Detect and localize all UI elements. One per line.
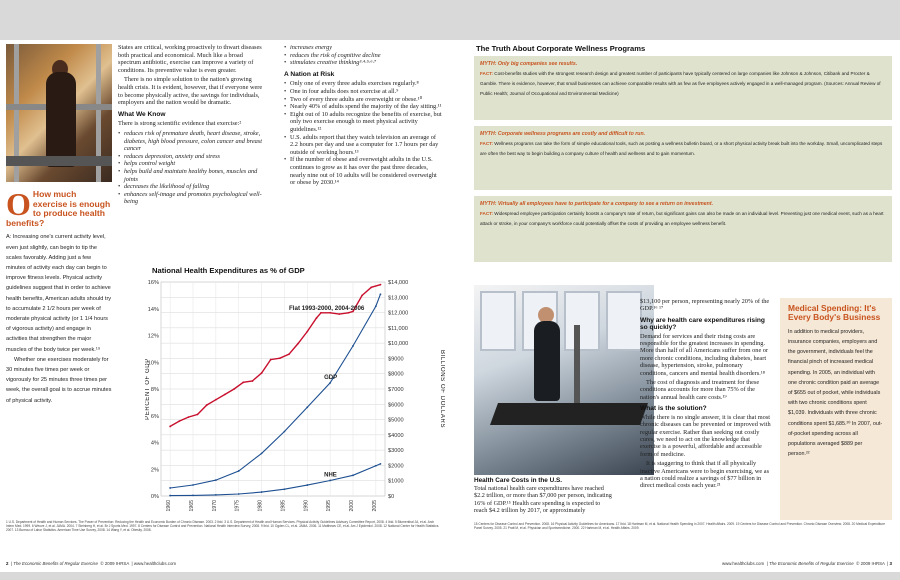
footnotes-right: 15 Centers for Disease Control and Prevention. 2008. 16 Physical Activity Guidelines for Americans. 17 Ibid. 18 Hartman M, et al. National Health Spending in 2007. Health Affairs. 2009. 19 Centers for Disease Control and Prevention. Chronic Disease Overview. 2008. 20 Medical Expenditure Panel Survey. 2005. 21 Pratt M, et al. Physician and Sportsmedicine. 2000. 22 Hartman M, et al. Health Affairs. 2009. (474, 522, 885, 531)
y-right-tick-label: $3000 (388, 448, 404, 455)
y-tick-label: 2% (150, 467, 159, 474)
y-right-tick-label: $6000 (388, 402, 404, 409)
data-point (306, 484, 308, 486)
medical-spending-body: In addition to medical providers, insurance companies, employers and the government, individuals feel the financial pinch of increased medical spending. In 2005, an individual with one chronic condition paid an average of $655 out of pocket, while individuals with two chronic conditions spent $1,039. Individuals with three chronic conditions spent $1,685.²⁰ In 2007, out-of-pocket spending across all populations averaged $889 per person.²² (788, 328, 883, 458)
series-label: NHE (324, 472, 337, 479)
y-tick-label: 10% (147, 360, 159, 367)
x-tick-label: 1995 (326, 500, 333, 512)
section-heading-what-we-know: What We Know (118, 110, 166, 118)
y-tick-label: 12% (147, 333, 159, 340)
data-point (288, 353, 290, 355)
paragraph: $13,100 per person, representing nearly 20% of the GDP.¹⁶ ¹⁷ (640, 298, 770, 313)
y-right-tick-label: $7000 (388, 387, 404, 393)
myth-box-2 (474, 126, 892, 190)
y-right-tick-label: $1000 (388, 478, 404, 485)
list-item: • One in four adults does not exercise at all.⁹ (284, 88, 442, 96)
data-point (178, 420, 180, 422)
chart-title: National Health Expenditures as % of GDP (152, 266, 305, 275)
left-column-1 (118, 44, 264, 206)
myth-statement: MYTH: Corporate wellness programs are costly and difficult to run. (480, 131, 646, 137)
data-point (279, 357, 281, 359)
x-tick-label: 1985 (280, 500, 287, 512)
data-point (224, 393, 226, 395)
data-point (380, 293, 382, 295)
medical-spending-heading: Medical Spending: It's Every Body's Business (788, 303, 881, 323)
y-right-tick-label: $14,000 (388, 280, 409, 286)
benefit-list (118, 130, 264, 206)
data-point (252, 380, 254, 382)
caption-title: Health Care Costs in the U.S. (474, 477, 563, 484)
caption-body: Total national health care expenditures have reached $2.2 trillion, or more than $7,000 per person, indicating 16% of GDP.¹⁵ Health care spending is expected to reach $4.2 trillion by 2017, or approximately (474, 485, 612, 515)
page-footer-right: www.healthclubs.com | The Economic Benefits of Regular Exercise © 2009 IHRSA | 3 (721, 561, 892, 566)
data-point (188, 416, 190, 418)
page-number: 2 (6, 561, 9, 566)
data-point (270, 359, 272, 361)
list-item: • helps build and maintain healthy bones, muscles and joints (118, 168, 264, 183)
section-heading-solution: What is the solution? (640, 405, 707, 413)
data-point (352, 474, 354, 476)
fact-statement: FACT: Wellness programs can take the form of simple educational tools, such as posting a wellness bulletin board, or a short physical activity break built into the workday. Small, uncomplicated steps are often the best way to begin building a company culture of health and wellness and to gain momentum. (480, 140, 883, 156)
y-tick-label: 16% (147, 280, 159, 286)
list-item: • stimulates creative thinking³·⁴·⁵·⁶·⁷ (284, 59, 442, 67)
data-point (215, 399, 217, 401)
data-point (329, 382, 331, 384)
data-point (261, 452, 263, 454)
list-item: • Nearly 40% of adults spend the majority of the day sitting.¹¹ (284, 103, 442, 111)
x-tick-label: 1975 (234, 500, 241, 512)
data-point (192, 484, 194, 486)
data-point (348, 312, 350, 314)
y-right-tick-label: $11,000 (388, 325, 408, 332)
paragraph: States are critical, working proactively to thwart diseases both practical and economical. Much like a broad spectrum antibiotic, exercise can improve a variety of conditions. Its preventive value is even greater. (118, 44, 262, 74)
right-column (640, 298, 772, 492)
data-point (370, 286, 372, 288)
faq-answer-2: Whether one exercises moderately for 30 minutes five times per week or vigorously for 25 minutes three times per week, the overall goal is to accrue minutes of physical activity. (6, 356, 112, 404)
data-point (206, 404, 208, 406)
paragraph: Demand for services and their rising costs are responsible for the greatest increases in spending. More than half of all Americans suffer from one or more chronic conditions, including diabetes, heart disease, hypertension, stroke, pulmonary conditions, cancers and mental health disorders.¹⁸ (640, 332, 769, 377)
footer-copyright: © 2009 IHRSA (100, 561, 130, 566)
data-point (169, 426, 171, 428)
data-point (261, 491, 263, 493)
right-page (450, 40, 900, 572)
treadmill-photo (474, 285, 654, 475)
y-tick-label: 14% (147, 306, 159, 313)
wellness-title: The Truth About Corporate Wellness Programs (476, 44, 646, 53)
gym-photo (6, 44, 112, 182)
medical-spending-box (780, 298, 892, 520)
data-point (242, 381, 244, 383)
left-page (0, 40, 450, 572)
data-point (329, 480, 331, 482)
list-item: • U.S. adults report that they watch television an average of 2.2 hours per day and use a computer for 1.7 hours per day outside of working hours.¹³ (284, 134, 442, 157)
fact-statement: FACT: Widespread employee participation certainly boosts a company's rate of return, but significant gains can also be made on an individual level. Preventing just one medical event, such as a heart attack or stroke, in your company's workforce could potentially offset the costs of providing an employee wellness benefit. (480, 210, 884, 226)
footer-copyright: © 2009 IHRSA (856, 561, 885, 566)
data-point (320, 312, 322, 314)
data-point (215, 494, 217, 496)
faq-sidebar (6, 186, 112, 406)
y-right-tick-label: $12,000 (388, 310, 409, 317)
x-tick-label: 1965 (189, 500, 195, 512)
y-right-tick-label: $0 (388, 494, 395, 500)
footer-title: The Economic Benefits of Regular Exercise (768, 561, 854, 566)
page-footer: 2 | The Economic Benefits of Regular Exercise © 2009 IHRSA | www.healthclubs.com (6, 561, 177, 566)
series-label: GDP (324, 374, 338, 381)
myth-statement: MYTH: Virtually all employees have to participate for a company to see a return on investment. (480, 201, 714, 207)
data-point (316, 317, 318, 319)
x-tick-label: 2005 (371, 500, 378, 512)
list-item: • increases energy (284, 44, 442, 52)
data-point (352, 345, 354, 347)
data-point (238, 493, 240, 495)
y-axis-label: PERCENT OF GDP (145, 358, 151, 420)
x-tick-label: 1960 (166, 500, 173, 512)
faq-answer: A: Increasing one's current activity level, even just slightly, can begin to tip the scales favorably. Adding just a few minutes of activity each day can begin to improve fitness levels. Physical activity guidelines suggest that in order to achieve health benefits, American adults should try to accumulate 2 1/2 hours per week of moderate physical activity (or 1 1/4 hours of vigorous activity) and engage in activities that strengthen the major muscles of the body twice per week.¹⁹ (6, 234, 112, 353)
fact-statement: FACT: Cost-benefits studies with the strongest research design and greatest number of participants have typically centered on large companies like Johnson & Johnson, Citibank and Procter & Gamble. There is evidence, however, that small businesses can achieve comparable results with as few as five employees actively engaged in a well-managed program. (Sources: Annual Review of Public Health; Journal of Occupational and Environmental Medicine) (480, 70, 881, 97)
y-right-tick-label: $8000 (388, 371, 404, 378)
list-item: • reduces the risk of cognitive decline (284, 52, 442, 60)
data-point (306, 406, 308, 408)
myth-statement: MYTH: Only big companies see results. (480, 61, 578, 67)
list-item: • Eight out of 10 adults recognize the benefits of exercise, but only two exercise enough to meet physical activity guidelines.¹² (284, 111, 442, 134)
paragraph: There is strong scientific evidence that exercise:² (118, 120, 242, 128)
data-point (169, 495, 171, 497)
footnotes: 1 U.S. Department of Health and Human Services. The Power of Prevention: Reducing the Health and Economic Burden of Chronic Disease. 2003. 2 Ibid. 3 U.S. Department of Health and Human Services. Physical Activity Guidelines Advisory Committee Report, 2008. 4 Ibid. 5 Blumenthal JA, et al. Arch Intern Med. 1999. 6 Weuve J, et al. JAMA. 2004. 7 Steinberg H, et al. Br J Sports Med. 1997. 8 Centers for Disease Control and Prevention. National Health Interview Survey, 2008. 9 Ibid. 10 Ogden CL, et al. JAMA. 2006. 11 Matthews CE, et al. Am J Epidemiol. 2008. 12 National Center for Health Statistics. 2007. 13 Bureau of Labor Statistics. American Time Use Survey, 2008. 14 Wang Y, et al. Obesity. 2008. (6, 520, 440, 533)
section-heading-nation-at-risk: A Nation at Risk (284, 70, 335, 78)
list-item: • enhances self-image and promotes psychological well-being (118, 191, 264, 206)
data-point (375, 305, 377, 307)
footer-url[interactable]: www.healthclubs.com (721, 561, 765, 566)
x-tick-label: 1990 (303, 500, 310, 512)
list-item: • Only one of every three adults exercises regularly.⁸ (284, 80, 442, 88)
nhe-chart (145, 276, 445, 514)
data-point (284, 488, 286, 490)
y-right-tick-label: $5000 (388, 417, 404, 424)
x-tick-label: 2000 (349, 500, 355, 512)
data-point (215, 479, 217, 481)
y-right-axis-label: BILLIONS OF DOLLARS (439, 349, 445, 429)
y-tick-label: 8% (150, 387, 159, 393)
paragraph: There is no simple solution to the nation's growing health crisis. It is evident, however, that if everyone were to become physically active, the savings for individuals, employers and the nation would be dramatic. (118, 76, 263, 107)
left-column-2 (284, 44, 442, 187)
y-right-tick-label: $10,000 (388, 341, 409, 348)
data-point (329, 312, 331, 314)
data-point (238, 470, 240, 472)
document-spread (0, 40, 900, 572)
data-point (284, 431, 286, 433)
list-item: • decreases the likelihood of falling (118, 183, 264, 191)
y-tick-label: 6% (150, 413, 159, 420)
myth-box-3 (474, 196, 892, 262)
footer-title: The Economic Benefits of Regular Exercise (13, 561, 98, 566)
faq-heading: How much exercise is enough to produce health benefits? (6, 189, 111, 228)
data-point (297, 343, 299, 345)
paragraph: While there is no single answer, it is clear that most chronic diseases can be prevented or improved with regular exercise. Rather than seeking out costly cures, we need to act on the knowledge that exercise is a powerful, affordable and accessible form of medicine. (640, 413, 771, 458)
y-right-tick-label: $13,000 (388, 295, 409, 302)
y-right-tick-label: $2000 (388, 463, 404, 470)
list-item: • If the number of obese and overweight adults in the U.S. continues to grow as it has over the past three decades, nearly nine out of 10 adults will be considered overweight or obese by 2030.¹⁴ (284, 156, 442, 186)
y-tick-label: 0% (150, 494, 159, 500)
data-point (338, 313, 340, 315)
data-point (192, 494, 194, 496)
y-right-tick-label: $9000 (388, 356, 404, 363)
list-item: • reduces depression, anxiety and stress (118, 153, 264, 161)
data-point (380, 463, 382, 465)
data-point (380, 284, 382, 286)
risk-list (284, 80, 442, 186)
footer-url[interactable]: www.healthclubs.com (133, 561, 177, 566)
x-tick-label: 1980 (257, 500, 264, 512)
drop-cap: O (6, 186, 31, 222)
myth-box-1 (474, 56, 892, 120)
data-point (306, 331, 308, 333)
data-point (233, 388, 235, 390)
list-item: • Two of every three adults are overweight or obese.¹⁰ (284, 96, 442, 104)
section-heading-why: Why are health care expenditures rising so quickly? (640, 316, 765, 332)
y-tick-label: 4% (150, 440, 159, 447)
list-item: • helps control weight (118, 160, 264, 168)
data-point (197, 414, 199, 416)
paragraph: The cost of diagnosis and treatment for these conditions accounts for more than 75% of the nation's annual health care costs.¹⁹ (640, 379, 760, 401)
data-point (375, 465, 377, 467)
list-item: • reduces risk of premature death, heart disease, stroke, diabetes, high blood pressure, colon cancer and breast cancer (118, 130, 264, 153)
benefit-list-cont (284, 44, 442, 67)
y-right-tick-label: $4000 (388, 432, 404, 439)
paragraph: It is staggering to think that if all physically inactive Americans were to begin exercising, we as a nation could realize a savings of $77 billion in direct medical costs each year.²¹ (640, 460, 770, 490)
data-point (169, 487, 171, 489)
data-point (361, 294, 363, 296)
data-point (261, 372, 263, 374)
page-number: 3 (889, 561, 892, 566)
chart-annotation: Flat 1993-2000, 2004-2006 (289, 305, 365, 313)
x-tick-label: 1970 (211, 500, 218, 512)
